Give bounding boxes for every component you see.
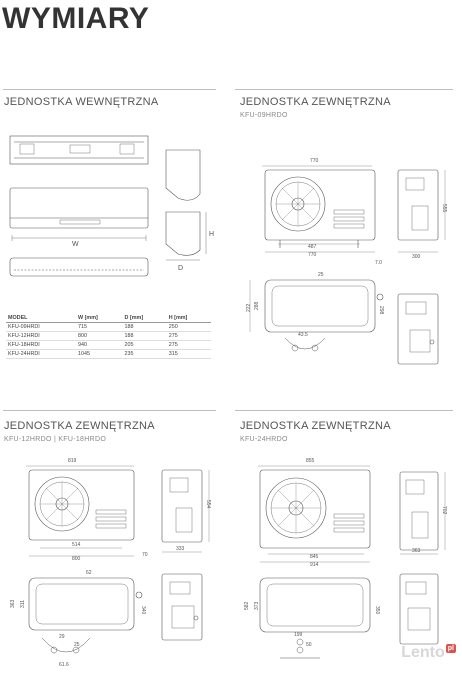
outdoor-24-front-view bbox=[260, 470, 370, 548]
page-title: WYMIARY bbox=[2, 2, 150, 35]
indoor-section-title: JEDNOSTKA WEWNĘTRZNA bbox=[4, 96, 159, 108]
outdoor-12-18-front-view bbox=[29, 470, 134, 540]
dim-label: 845 bbox=[310, 554, 319, 560]
table-cell: 205 bbox=[123, 341, 167, 350]
table-cell: KFU-18HRDI bbox=[6, 341, 76, 350]
dim-label: 373 bbox=[254, 601, 260, 610]
table-cell: 250 bbox=[167, 323, 211, 332]
indoor-front-view bbox=[10, 188, 148, 241]
table-cell: KFU-09HRDI bbox=[6, 323, 76, 332]
table-header-cell: W [mm] bbox=[76, 314, 123, 323]
watermark-logo: Lento pl bbox=[401, 644, 454, 661]
table-row bbox=[6, 350, 211, 359]
dim-label: 819 bbox=[68, 458, 77, 464]
table-cell: KFU-12HRDI bbox=[6, 332, 76, 341]
indoor-side-view bbox=[166, 150, 206, 260]
table-header-cell: D [mm] bbox=[123, 314, 167, 323]
table-cell: 315 bbox=[167, 350, 211, 359]
indoor-dimension-table bbox=[6, 314, 211, 359]
dim-label: 340 bbox=[140, 606, 146, 615]
divider bbox=[3, 410, 216, 411]
dim-label: 199 bbox=[294, 632, 303, 638]
indoor-width-label: W bbox=[72, 241, 79, 248]
table-cell: 940 bbox=[76, 341, 123, 350]
dim-label: 333 bbox=[176, 546, 185, 552]
outdoor-09-side-view bbox=[398, 170, 438, 240]
dim-label: 514 bbox=[72, 542, 81, 548]
outdoor-24-section-title: JEDNOSTKA ZEWNĘTRZNA bbox=[240, 420, 391, 432]
table-header-cell: H [mm] bbox=[167, 314, 211, 323]
table-row bbox=[6, 323, 211, 332]
table-cell: 275 bbox=[167, 332, 211, 341]
dim-label: 25 bbox=[74, 642, 80, 648]
dim-label: 914 bbox=[310, 562, 319, 568]
indoor-bottom-view bbox=[10, 258, 148, 276]
divider bbox=[3, 89, 216, 90]
table-cell: KFU-24HRDI bbox=[6, 350, 76, 359]
divider bbox=[235, 89, 453, 90]
outdoor-24-model: KFU-24HRDO bbox=[240, 436, 288, 443]
dim-label: 62 bbox=[86, 570, 92, 576]
dim-label: 363 bbox=[412, 548, 421, 554]
dim-label: 800 bbox=[72, 556, 81, 562]
dim-label: 770 bbox=[308, 252, 317, 258]
table-cell: 235 bbox=[123, 350, 167, 359]
dim-label: 222 bbox=[246, 303, 252, 312]
outdoor-12-18-plan-view bbox=[29, 578, 142, 630]
outdoor-24-back-view bbox=[400, 574, 438, 644]
table-row bbox=[6, 341, 211, 350]
dim-label: 300 bbox=[412, 254, 421, 260]
dim-label: 70 bbox=[142, 552, 148, 558]
dim-label: 43.5 bbox=[298, 332, 308, 338]
divider bbox=[235, 410, 453, 411]
table-header-cell: MODEL bbox=[6, 314, 76, 323]
outdoor-09-front-view bbox=[265, 170, 375, 248]
dim-label: 702 bbox=[441, 506, 447, 515]
table-cell: 1045 bbox=[76, 350, 123, 359]
dim-label: 61.6 bbox=[59, 662, 69, 668]
dim-label: 770 bbox=[310, 158, 319, 164]
table-cell: 715 bbox=[76, 323, 123, 332]
outdoor-12-18-back-view bbox=[162, 574, 202, 640]
table-cell: 188 bbox=[123, 332, 167, 341]
outdoor-09-drawing bbox=[240, 120, 455, 400]
table-cell: 275 bbox=[167, 341, 211, 350]
dim-label: 298 bbox=[378, 306, 384, 315]
outdoor-12-18-drawing bbox=[4, 450, 219, 680]
outdoor-09-detail bbox=[285, 338, 325, 351]
dim-label: 350 bbox=[374, 606, 380, 615]
indoor-depth-label: D bbox=[178, 265, 184, 272]
outdoor-12-18-section-title: JEDNOSTKA ZEWNĘTRZNA bbox=[4, 420, 155, 432]
dim-label: 855 bbox=[306, 458, 315, 464]
outdoor-24-side-view bbox=[400, 472, 438, 550]
dim-label: 25 bbox=[318, 272, 324, 278]
dim-label: 555 bbox=[441, 204, 447, 213]
outdoor-09-back-view bbox=[398, 294, 438, 364]
table-cell: 188 bbox=[123, 323, 167, 332]
table-cell: 800 bbox=[76, 332, 123, 341]
dim-label: 29 bbox=[59, 634, 65, 640]
dim-label: 50 bbox=[306, 642, 312, 648]
outdoor-24-plan-view bbox=[260, 578, 370, 632]
dim-label: 554 bbox=[205, 500, 211, 509]
outdoor-12-18-model: KFU-12HRDO | KFU-18HRDO bbox=[4, 436, 107, 443]
dim-label: 363 bbox=[10, 599, 16, 608]
dim-label: 582 bbox=[244, 601, 250, 610]
outdoor-12-18-detail bbox=[42, 638, 90, 653]
outdoor-09-section-title: JEDNOSTKA ZEWNĘTRZNA bbox=[240, 96, 391, 108]
indoor-unit-drawing bbox=[0, 120, 215, 280]
outdoor-09-plan-view bbox=[250, 280, 383, 332]
dim-label: 288 bbox=[254, 301, 260, 310]
indoor-height-label: H bbox=[209, 231, 215, 238]
outdoor-24-detail bbox=[280, 639, 320, 658]
dim-label: 7.0 bbox=[375, 260, 382, 266]
outdoor-12-18-side-view bbox=[162, 470, 202, 542]
dim-label: 311 bbox=[20, 600, 26, 608]
indoor-back-plate-view bbox=[10, 136, 148, 164]
dim-label: 487 bbox=[308, 244, 317, 250]
table-row bbox=[6, 332, 211, 341]
outdoor-09-model: KFU-09HRDO bbox=[240, 112, 288, 119]
